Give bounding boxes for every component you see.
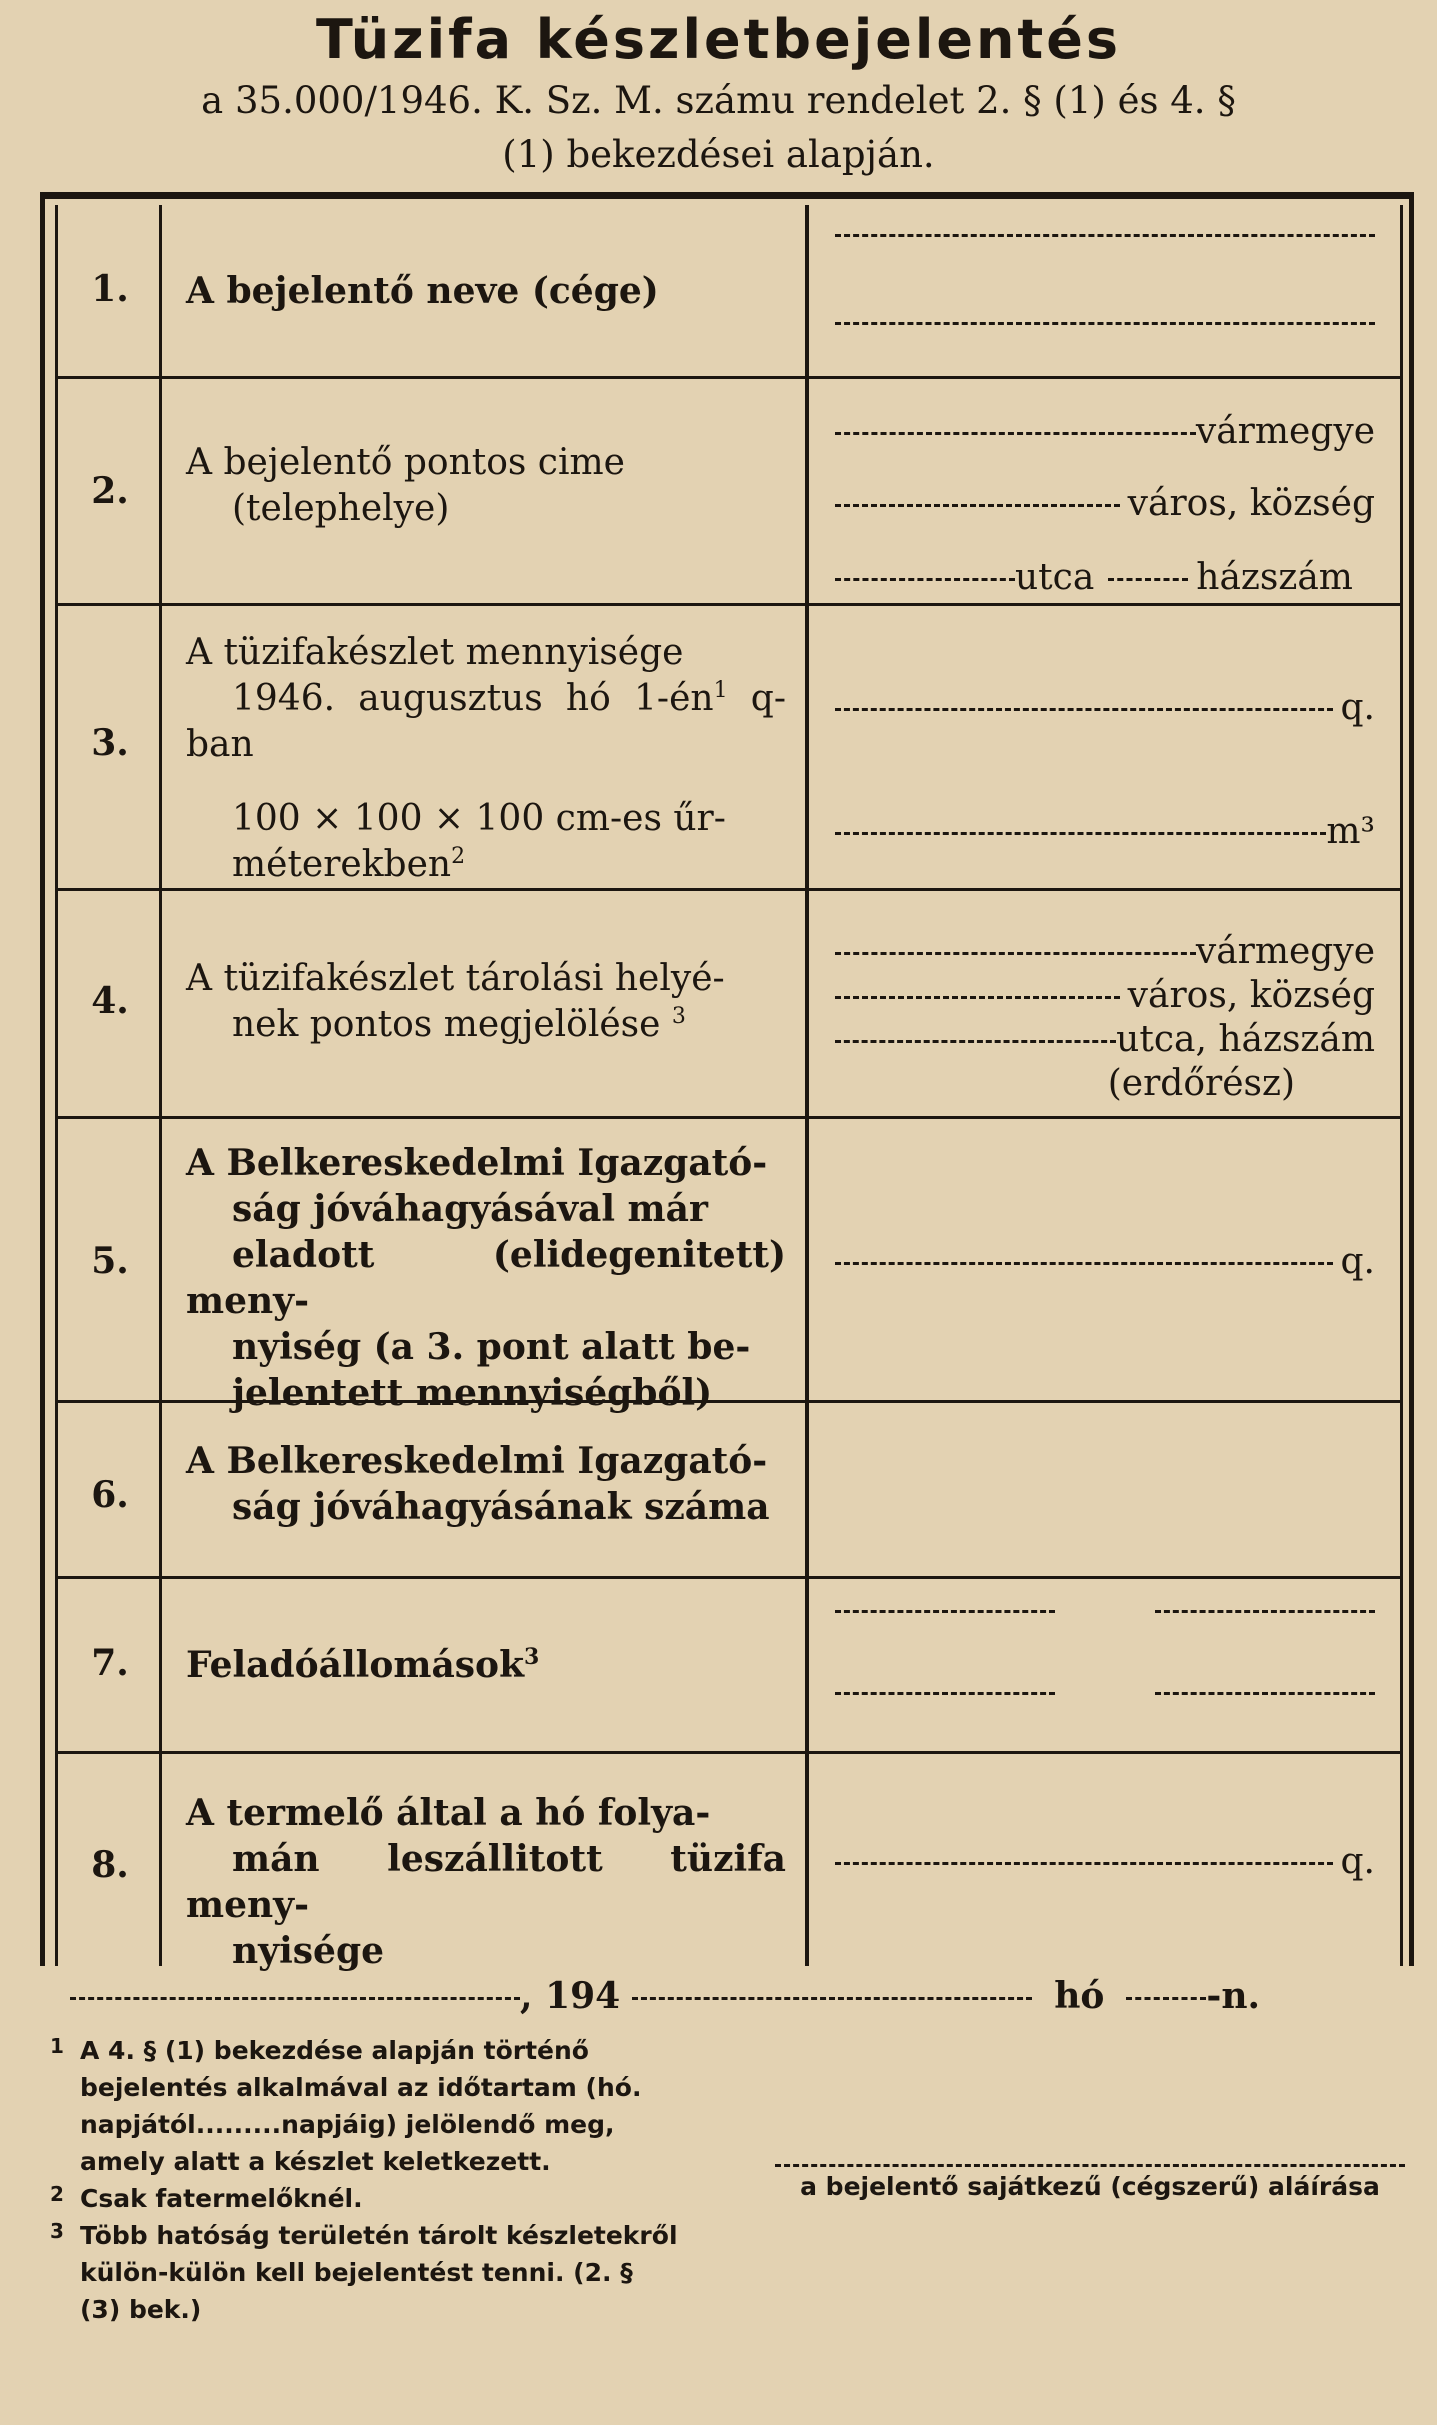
name-field-line-2[interactable]: [835, 330, 1375, 333]
table-answer-column-rule: [805, 205, 809, 1966]
row-divider: [58, 888, 1400, 891]
row-number: 2.: [91, 470, 129, 512]
day-suffix: -n.: [1206, 1975, 1261, 2017]
row-number: 7.: [91, 1642, 129, 1684]
row-description: [186, 1438, 786, 1530]
row-number: 8.: [91, 1844, 129, 1886]
footnotes: [50, 2032, 680, 2328]
row-divider: [58, 1116, 1400, 1119]
address-city-field[interactable]: város, község: [835, 482, 1375, 526]
sold-quantity-field[interactable]: q.: [835, 1240, 1375, 1284]
desc-line: (telephelye): [232, 488, 450, 529]
desc-line: méterekben: [232, 844, 452, 885]
subtitle-line-2: (1) bekezdései alapján.: [502, 133, 935, 176]
desc-line: A Belkereskedelmi Igazgató-: [186, 1440, 768, 1482]
delivered-quantity-field[interactable]: q.: [835, 1840, 1375, 1884]
row-number: 1.: [91, 268, 129, 310]
row-description: [186, 1140, 786, 1416]
row-description: Feladóállomások$^3$: [186, 1644, 540, 1686]
row-description: A bejelentő neve (cége): [186, 270, 659, 312]
row-description: [186, 1790, 786, 1974]
row-number: 4.: [91, 980, 129, 1022]
footnote: 3 Több hatóság területén tárolt készletekről külön-külön kell bejelentést tenni. (2. § (3) bek.): [50, 2219, 678, 2324]
desc-line: A Belkereskedelmi Igazgató-: [186, 1142, 768, 1184]
year-month-field[interactable]: [632, 1997, 1032, 2000]
signature-field[interactable]: [775, 2164, 1405, 2167]
row-number: 5.: [91, 1240, 129, 1282]
dispatch-station-field[interactable]: [835, 1618, 1375, 1621]
table-inner-left-rule: [55, 205, 58, 1966]
address-street-field[interactable]: utca házszám: [835, 556, 1375, 600]
storage-forest-label: (erdőrész): [1107, 1063, 1295, 1104]
form-title: Tüzifa készletbejelentés: [316, 8, 1121, 71]
row-number: 6.: [91, 1474, 129, 1516]
date-line: , 194 hó -n.: [70, 1975, 1370, 2017]
row-description: [186, 440, 786, 532]
row-divider: [58, 603, 1400, 606]
subtitle-line-1: a 35.000/1946. K. Sz. M. számu rendelet 2. § (1) és 4. §: [201, 79, 1236, 122]
year-prefix: 194: [545, 1975, 621, 2017]
row-description: A tüzifakészlet tárolási helyé- nek pontos megjelölése $^3$: [186, 958, 725, 1045]
desc-line: ság jóváhagyásával már: [232, 1188, 708, 1230]
storage-county-field[interactable]: vármegye: [835, 930, 1375, 974]
footnote: 2 Csak fatermelőknél.: [50, 2182, 363, 2213]
day-field[interactable]: [1126, 1997, 1206, 2000]
desc-line: jelentett mennyiségből): [232, 1372, 713, 1414]
desc-line: A bejelentő pontos cime: [186, 442, 625, 483]
address-county-field[interactable]: vármegye: [835, 410, 1375, 454]
row-divider: [58, 1576, 1400, 1579]
desc-line: nek pontos megjelölése: [232, 1004, 661, 1045]
quantity-m3-field[interactable]: m³: [835, 810, 1375, 854]
dispatch-station-field[interactable]: [835, 1700, 1375, 1703]
signature-label: a bejelentő sajátkezű (cégszerű) aláírása: [800, 2172, 1380, 2201]
place-field[interactable]: [70, 1997, 520, 2000]
desc-line: 1946. augusztus hó 1-én: [232, 678, 714, 719]
desc-line: A tüzifakészlet mennyisége: [186, 632, 684, 673]
footnote: 1 A 4. § (1) bekezdése alapján történő bejelentés alkalmával az időtartam (hó. napjától.........napjáig) jelölendő meg, amely alatt a készlet keletkezett.: [50, 2034, 642, 2176]
storage-street-field[interactable]: utca, házszám: [835, 1018, 1375, 1062]
desc-line: A tüzifakészlet tárolási helyé-: [186, 958, 725, 999]
name-field-line-1[interactable]: [835, 242, 1375, 245]
desc-line: mán leszállitott tüzifa meny-: [186, 1838, 786, 1926]
desc-line: 100 × 100 × 100 cm-es űr-: [232, 798, 726, 839]
row-number: 3.: [91, 722, 129, 764]
desc-line: ság jóváhagyásának száma: [232, 1486, 770, 1528]
approval-number-field[interactable]: [835, 1450, 1375, 1550]
desc-line: A termelő által a hó folya-: [186, 1792, 711, 1834]
desc-line: nyiség (a 3. pont alatt be-: [232, 1326, 751, 1368]
storage-city-field[interactable]: város, község: [835, 974, 1375, 1018]
row-divider: [58, 376, 1400, 379]
quantity-q-field[interactable]: q.: [835, 686, 1375, 730]
desc-line: nyisége: [232, 1930, 385, 1972]
month-label: hó: [1054, 1975, 1105, 2017]
row-description: A tüzifakészlet mennyisége 1946. augusztus hó $1-én^1$ q-ban 100 × 100 × 100 cm-es űr- méterekben$^2$: [186, 632, 786, 885]
form-subtitle: [0, 74, 1437, 182]
desc-line: eladott (elidegenitett) meny-: [186, 1234, 786, 1322]
table-inner-right-rule: [1400, 205, 1403, 1966]
row-divider: [58, 1751, 1400, 1754]
